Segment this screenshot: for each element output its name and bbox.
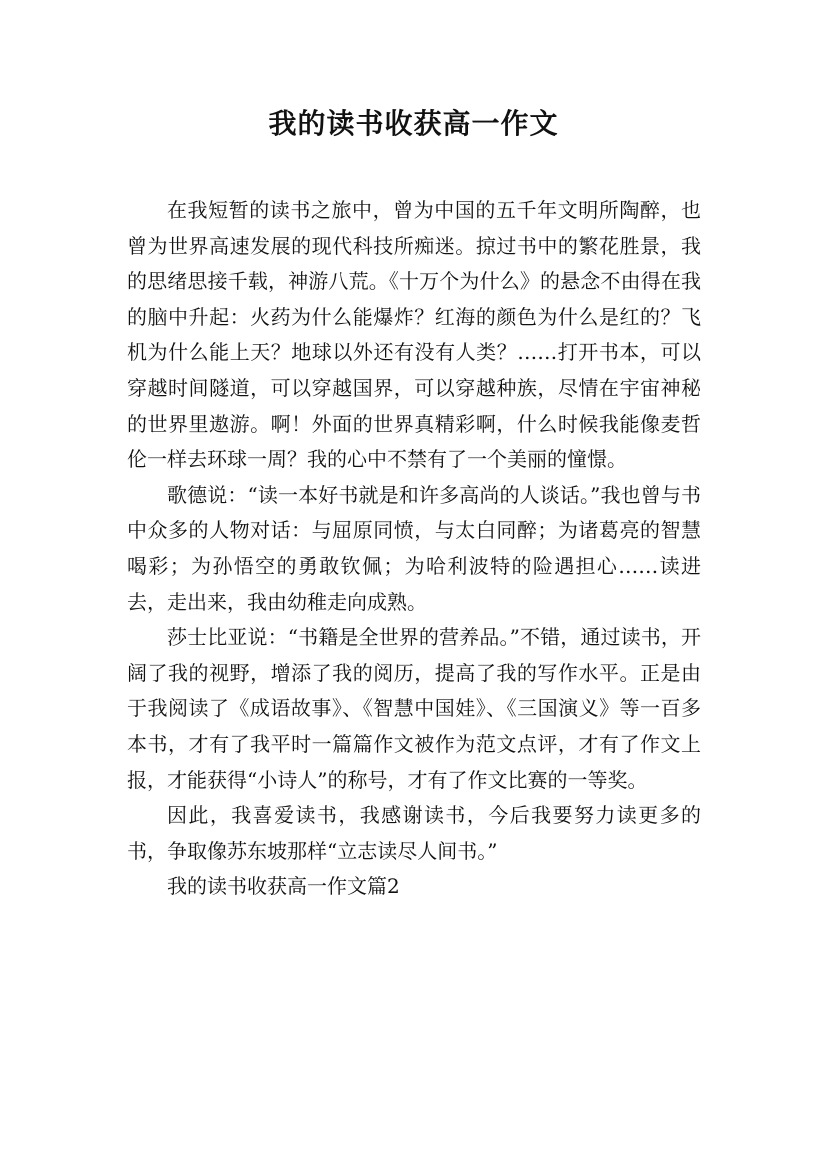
document-title: 我的读书收获高一作文 (268, 107, 559, 140)
paragraph-1: 在我短暂的读书之旅中，曾为中国的五千年文明所陶醉，也曾为世界高速发展的现代科技所痴迷。掠过书中的繁花胜景，我的思绪思接千载，神游八荒。《十万个为什么》的悬念不由得在我的脑中升起：火药为什么能爆炸？红海的颜色为什么是红的？飞机为什么能上天？地球以外还有没有人类？……打开书本，可以穿越时间隧道，可以穿越国界，可以穿越种族，尽情在宇宙神秘的世界里遨游。啊！外面的世界真精彩啊，什么时候我能像麦哲伦一样去环球一周？我的心中不禁有了一个美丽的憧憬。 (127, 198, 701, 472)
document-body (127, 193, 701, 905)
paragraph-4: 因此，我喜爱读书，我感谢读书，今后我要努力读更多的书，争取像苏东坡那样“立志读尽人间书。” (127, 803, 701, 863)
paragraph-3: 莎士比亚说：“书籍是全世界的营养品。”不错，通过读书，开阔了我的视野，增添了我的阅历，提高了我的写作水平。正是由于我阅读了《成语故事》、《智慧中国娃》、《三国演义》等一百多本书，才有了我平时一篇篇作文被作为范文点评，才有了作文上报，才能获得“小诗人”的称号，才有了作文比赛的一等奖。 (127, 625, 701, 792)
paragraph-2: 歌德说：“读一本好书就是和许多高尚的人谈话。”我也曾与书中众多的人物对话：与屈原同愤，与太白同醉；为诸葛亮的智慧喝彩；为孙悟空的勇敢钦佩；为哈利波特的险遇担心……读进去，走出来，我由幼稚走向成熟。 (127, 482, 701, 614)
section-heading-essay-2: 我的读书收获高一作文篇2 (167, 874, 400, 899)
